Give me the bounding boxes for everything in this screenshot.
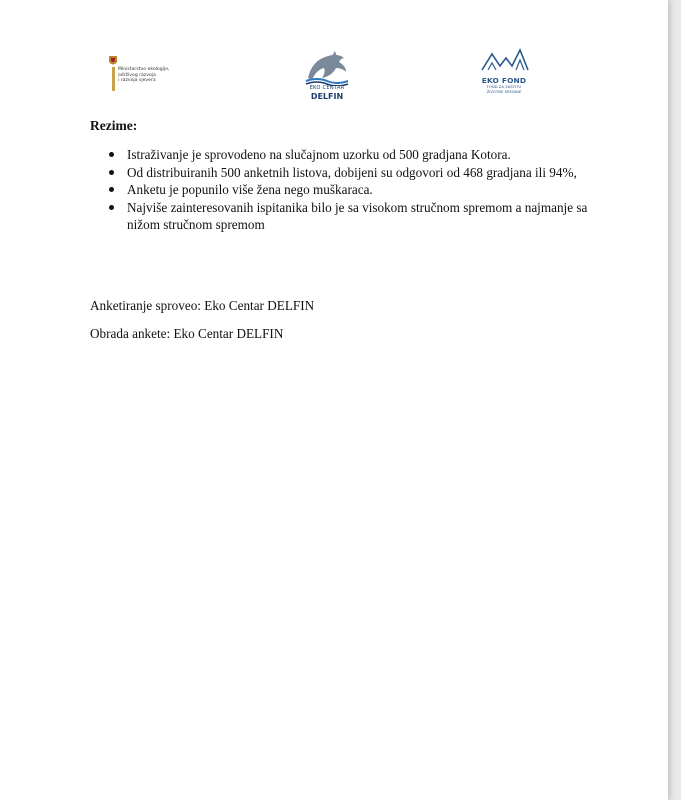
eko-fond-name: EKO FOND: [481, 76, 527, 85]
list-item: [108, 164, 608, 182]
eko-centar-delfin-logo: [302, 50, 352, 104]
ministry-color-stripe: [112, 67, 115, 91]
list-item-text: Od distribuiranih 500 anketnih listova, dobijeni su odgovori od 468 gradjana ili 94%,: [127, 164, 577, 180]
bullet-icon: [109, 205, 114, 210]
delfin-logo-text-top: EKO CENTAR: [309, 85, 345, 91]
eko-fond-logo: [476, 46, 532, 98]
list-item: [108, 181, 608, 199]
delfin-logo-text-bottom: DELFIN: [310, 92, 344, 101]
ministry-name: Ministarstvo ekologije, održivog razvoja i razvoja sjevera: [118, 67, 170, 84]
mountains-icon: [476, 46, 532, 74]
eko-fond-subtitle: FOND ZA ZAŠTITU ŽIVOTNE SREDINE: [486, 84, 522, 94]
bullet-icon: [109, 187, 114, 192]
survey-processed-by: Obrada ankete: Eko Centar DELFIN: [90, 326, 284, 341]
bullet-icon: [109, 152, 114, 157]
ministry-logo: [108, 55, 178, 95]
montenegro-coat-of-arms-icon: [108, 55, 118, 67]
summary-heading: Rezime:: [90, 118, 138, 133]
list-item-text: Najviše zainteresovanih ispitanika bilo je sa visokom stručnom spremom a najmanje sa nižom stručnom spremom: [127, 199, 588, 232]
list-item: [108, 146, 608, 164]
dolphin-icon: [302, 50, 352, 86]
bullet-icon: [109, 170, 114, 175]
summary-list: [108, 146, 608, 234]
list-item: [108, 199, 608, 234]
list-item-text: Istraživanje je sprovodeno na slučajnom uzorku od 500 gradjana Kotora.: [127, 147, 511, 162]
survey-conducted-by: Anketiranje sproveo: Eko Centar DELFIN: [90, 298, 315, 313]
list-item-text: Anketu je popunilo više žena nego muškaraca.: [127, 182, 373, 197]
